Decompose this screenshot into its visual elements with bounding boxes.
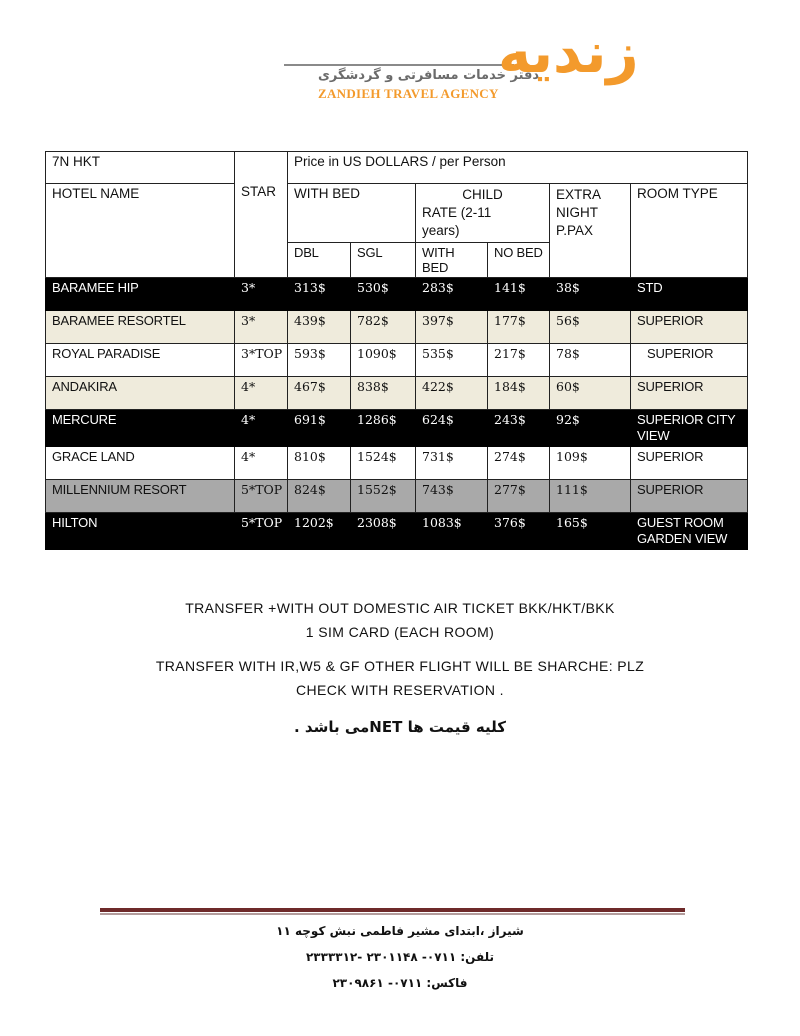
table-row bbox=[46, 480, 748, 513]
dbl-price: 439$ bbox=[288, 311, 351, 344]
extra-header-line-2: NIGHT bbox=[556, 205, 598, 220]
star-rating: 5*TOP bbox=[235, 480, 288, 513]
hotel-rates-table bbox=[45, 151, 748, 550]
star-rating: 5*TOP bbox=[235, 513, 288, 550]
extra-night-price: 78$ bbox=[550, 344, 631, 377]
child-no-bed-header: NO BED bbox=[488, 243, 550, 278]
transfer-note-line-1: TRANSFER +WITH OUT DOMESTIC AIR TICKET BKK/HKT/BKK bbox=[185, 600, 615, 616]
package-title: 7N HKT bbox=[46, 152, 235, 184]
transfer-note-line-2: 1 SIM CARD (EACH ROOM) bbox=[305, 624, 495, 640]
room-type: SUPERIOR bbox=[631, 377, 748, 410]
hotel-name: HILTON bbox=[46, 513, 235, 550]
hotel-name: MILLENNIUM RESORT bbox=[46, 480, 235, 513]
child-with-bed-price: 422$ bbox=[416, 377, 488, 410]
sgl-price: 1552$ bbox=[351, 480, 416, 513]
star-rating: 4* bbox=[235, 410, 288, 447]
agency-logo bbox=[282, 21, 682, 112]
extra-header-line-1: EXTRA bbox=[556, 187, 602, 202]
sgl-price: 838$ bbox=[351, 377, 416, 410]
hotel-name-header: HOTEL NAME bbox=[46, 184, 235, 278]
sgl-price: 1286$ bbox=[351, 410, 416, 447]
child-no-bed-price: 376$ bbox=[488, 513, 550, 550]
hotel-name: ROYAL PARADISE bbox=[46, 344, 235, 377]
hotel-name: GRACE LAND bbox=[46, 447, 235, 480]
child-no-bed-price: 274$ bbox=[488, 447, 550, 480]
room-type: SUPERIOR bbox=[631, 344, 748, 377]
flight-note-line-1: TRANSFER WITH IR,W5 & GF OTHER FLIGHT WILL BE SHARCHE: PLZ bbox=[155, 658, 645, 674]
table-row bbox=[46, 410, 748, 447]
sgl-price: 1524$ bbox=[351, 447, 416, 480]
child-with-bed-header: WITH BED bbox=[416, 243, 488, 278]
child-with-bed-price: 731$ bbox=[416, 447, 488, 480]
child-no-bed-price: 141$ bbox=[488, 278, 550, 311]
extra-night-price: 56$ bbox=[550, 311, 631, 344]
dbl-price: 1202$ bbox=[288, 513, 351, 550]
extra-night-price: 92$ bbox=[550, 410, 631, 447]
dbl-price: 593$ bbox=[288, 344, 351, 377]
extra-night-header bbox=[550, 184, 631, 278]
hotel-name: BARAMEE RESORTEL bbox=[46, 311, 235, 344]
sgl-price: 782$ bbox=[351, 311, 416, 344]
footer-phone: تلفن: ۰۷۱۱- ۲۳۰۱۱۴۸ -۲۳۳۳۳۱۲ bbox=[305, 950, 495, 964]
flight-note-line-2: CHECK WITH RESERVATION . bbox=[296, 682, 504, 698]
sgl-price: 2308$ bbox=[351, 513, 416, 550]
room-type: SUPERIOR bbox=[631, 447, 748, 480]
dbl-price: 467$ bbox=[288, 377, 351, 410]
price-header: Price in US DOLLARS / per Person bbox=[288, 152, 748, 184]
star-rating: 3* bbox=[235, 278, 288, 311]
hotel-name: BARAMEE HIP bbox=[46, 278, 235, 311]
table-row bbox=[46, 344, 748, 377]
child-no-bed-price: 277$ bbox=[488, 480, 550, 513]
logo-persian-subtitle: دفتر خدمات مسافرتی و گردشگری bbox=[318, 68, 540, 83]
child-with-bed-price: 624$ bbox=[416, 410, 488, 447]
footer-address: شیراز ،ابتدای مشیر فاطمی نبش کوچه ۱۱ bbox=[276, 924, 524, 938]
room-type: GUEST ROOM GARDEN VIEW bbox=[631, 513, 748, 550]
table-row bbox=[46, 377, 748, 410]
star-rating: 3* bbox=[235, 311, 288, 344]
footer-divider bbox=[100, 908, 685, 915]
extra-night-price: 109$ bbox=[550, 447, 631, 480]
dbl-header: DBL bbox=[288, 243, 351, 278]
child-no-bed-price: 243$ bbox=[488, 410, 550, 447]
dbl-price: 691$ bbox=[288, 410, 351, 447]
star-rating: 4* bbox=[235, 447, 288, 480]
transfer-note bbox=[80, 596, 720, 644]
table-row bbox=[46, 278, 748, 311]
room-type: SUPERIOR bbox=[631, 311, 748, 344]
extra-night-price: 111$ bbox=[550, 480, 631, 513]
extra-night-price: 38$ bbox=[550, 278, 631, 311]
logo-english-name: ZANDIEH TRAVEL AGENCY bbox=[318, 86, 499, 101]
room-type: SUPERIOR bbox=[631, 480, 748, 513]
hotel-name: MERCURE bbox=[46, 410, 235, 447]
extra-night-price: 60$ bbox=[550, 377, 631, 410]
child-no-bed-price: 177$ bbox=[488, 311, 550, 344]
child-header-line-1: CHILD bbox=[462, 187, 503, 202]
room-type-header: ROOM TYPE bbox=[631, 184, 748, 278]
hotel-name: ANDAKIRA bbox=[46, 377, 235, 410]
child-with-bed-price: 283$ bbox=[416, 278, 488, 311]
extra-header-line-3: P.PAX bbox=[556, 223, 594, 238]
dbl-price: 313$ bbox=[288, 278, 351, 311]
child-with-bed-price: 397$ bbox=[416, 311, 488, 344]
extra-night-price: 165$ bbox=[550, 513, 631, 550]
table-header-row-1 bbox=[46, 152, 748, 184]
table-row bbox=[46, 447, 748, 480]
with-bed-header: WITH BED bbox=[288, 184, 416, 243]
net-price-note: کلیه قیمت ها NETمی باشد . bbox=[294, 718, 506, 736]
star-rating: 4* bbox=[235, 377, 288, 410]
child-no-bed-price: 217$ bbox=[488, 344, 550, 377]
child-with-bed-price: 535$ bbox=[416, 344, 488, 377]
table-row bbox=[46, 513, 748, 550]
child-rate-header bbox=[416, 184, 550, 243]
table-row bbox=[46, 311, 748, 344]
footer-fax: فاکس: ۰۷۱۱- ۲۳۰۹۸۶۱ bbox=[332, 976, 468, 990]
room-type: SUPERIOR CITY VIEW bbox=[631, 410, 748, 447]
child-header-line-3: years) bbox=[422, 223, 460, 238]
logo-line bbox=[284, 64, 514, 66]
dbl-price: 824$ bbox=[288, 480, 351, 513]
child-with-bed-price: 1083$ bbox=[416, 513, 488, 550]
dbl-price: 810$ bbox=[288, 447, 351, 480]
room-type: STD bbox=[631, 278, 748, 311]
star-rating: 3*TOP bbox=[235, 344, 288, 377]
child-no-bed-price: 184$ bbox=[488, 377, 550, 410]
flight-note bbox=[80, 654, 720, 702]
table-header-row-2 bbox=[46, 184, 748, 243]
child-with-bed-price: 743$ bbox=[416, 480, 488, 513]
logo-persian-wordmark: زندیه bbox=[498, 21, 639, 86]
star-header: STAR bbox=[235, 152, 288, 278]
sgl-price: 1090$ bbox=[351, 344, 416, 377]
child-header-line-2: RATE (2-11 bbox=[422, 205, 492, 220]
sgl-header: SGL bbox=[351, 243, 416, 278]
sgl-price: 530$ bbox=[351, 278, 416, 311]
